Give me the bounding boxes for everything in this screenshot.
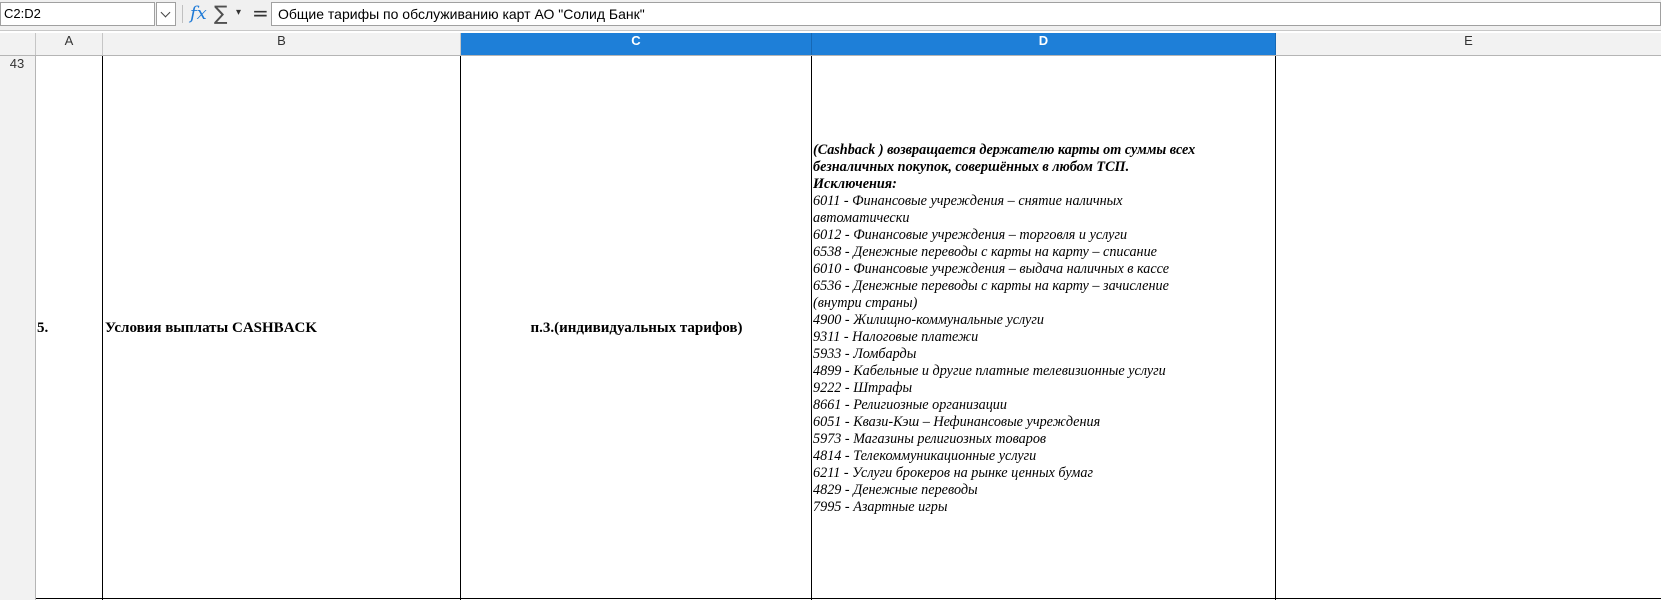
exclusion-line: 6051 - Квази-Кэш – Нефинансовые учреждения: [813, 414, 1101, 430]
cell-c43[interactable]: [461, 56, 812, 600]
column-headers: [0, 33, 1661, 56]
toolbar-separator: [182, 5, 183, 23]
cell-c43-text: п.3.(индивидуальных тарифов): [530, 320, 743, 336]
exclusion-line: 7995 - Азартные игры: [813, 499, 948, 515]
exclusion-line: 6012 - Финансовые учреждения – торговля и услуги: [813, 227, 1128, 243]
cell-b43[interactable]: [103, 56, 461, 600]
column-header-d[interactable]: D: [812, 33, 1276, 55]
exclusion-line: 6010 - Финансовые учреждения – выдача наличных в кассе: [813, 261, 1170, 277]
function-wizard-icon[interactable]: fx: [190, 3, 207, 24]
cell-e43[interactable]: [1276, 56, 1661, 600]
cell-b43-text: Условия выплаты CASHBACK: [105, 320, 318, 336]
column-header-a[interactable]: A: [36, 33, 103, 55]
exclusion-line: 5933 - Ломбарды: [813, 346, 917, 362]
exclusion-line: (внутри страны): [813, 295, 918, 311]
formula-input[interactable]: Общие тарифы по обслуживанию карт АО "Солид Банк": [271, 2, 1661, 26]
select-all-corner[interactable]: [0, 33, 36, 55]
cashback-rule-line: (Cashback ) возвращается держателю карты от суммы всех: [813, 142, 1196, 158]
sum-icon[interactable]: ∑: [214, 1, 228, 25]
column-header-b[interactable]: B: [103, 33, 461, 55]
exclusion-line: 9222 - Штрафы: [813, 380, 913, 396]
name-box-dropdown-icon[interactable]: [156, 2, 176, 26]
column-header-e[interactable]: E: [1464, 33, 1473, 48]
exclusion-line: 6536 - Денежные переводы с карты на карту – зачисление: [813, 278, 1169, 294]
row-header[interactable]: [0, 56, 36, 600]
exclusions-heading: Исключения:: [813, 176, 897, 192]
exclusion-line: 4900 - Жилищно-коммунальные услуги: [813, 312, 1044, 328]
sheet-grid: [36, 56, 1661, 600]
formula-equals-icon[interactable]: =: [252, 1, 269, 25]
exclusion-line: 4814 - Телекоммуникационные услуги: [813, 448, 1037, 464]
exclusion-line: 4899 - Кабельные и другие платные телевизионные услуги: [813, 363, 1166, 379]
exclusion-line: 9311 - Налоговые платежи: [813, 329, 979, 345]
cell-a43[interactable]: [36, 56, 103, 600]
sum-dropdown-icon[interactable]: ▾: [236, 7, 242, 18]
cashback-rule-line: безналичных покупок, совершённых в любом ТСП.: [813, 159, 1130, 175]
exclusion-line: 6538 - Денежные переводы с карты на карту – списание: [813, 244, 1157, 260]
row-bottom-border: [36, 598, 1661, 599]
exclusion-line: автоматически: [813, 210, 910, 226]
row-number: 43: [9, 56, 25, 71]
exclusion-line: 5973 - Магазины религиозных товаров: [813, 431, 1047, 447]
cell-d43[interactable]: [812, 56, 1276, 600]
cell-a43-text: 5.: [37, 320, 49, 336]
exclusion-line: 8661 - Религиозные организации: [813, 397, 1007, 413]
exclusion-line: 6011 - Финансовые учреждения – снятие наличных: [813, 193, 1123, 209]
exclusion-line: 6211 - Услуги брокеров на рынке ценных бумаг: [813, 465, 1093, 481]
formula-bar: [0, 0, 1661, 31]
exclusion-line: 4829 - Денежные переводы: [813, 482, 978, 498]
name-box[interactable]: C2:D2: [0, 2, 155, 26]
cell-d43-text: [813, 142, 1273, 516]
column-header-c[interactable]: C: [461, 33, 812, 55]
